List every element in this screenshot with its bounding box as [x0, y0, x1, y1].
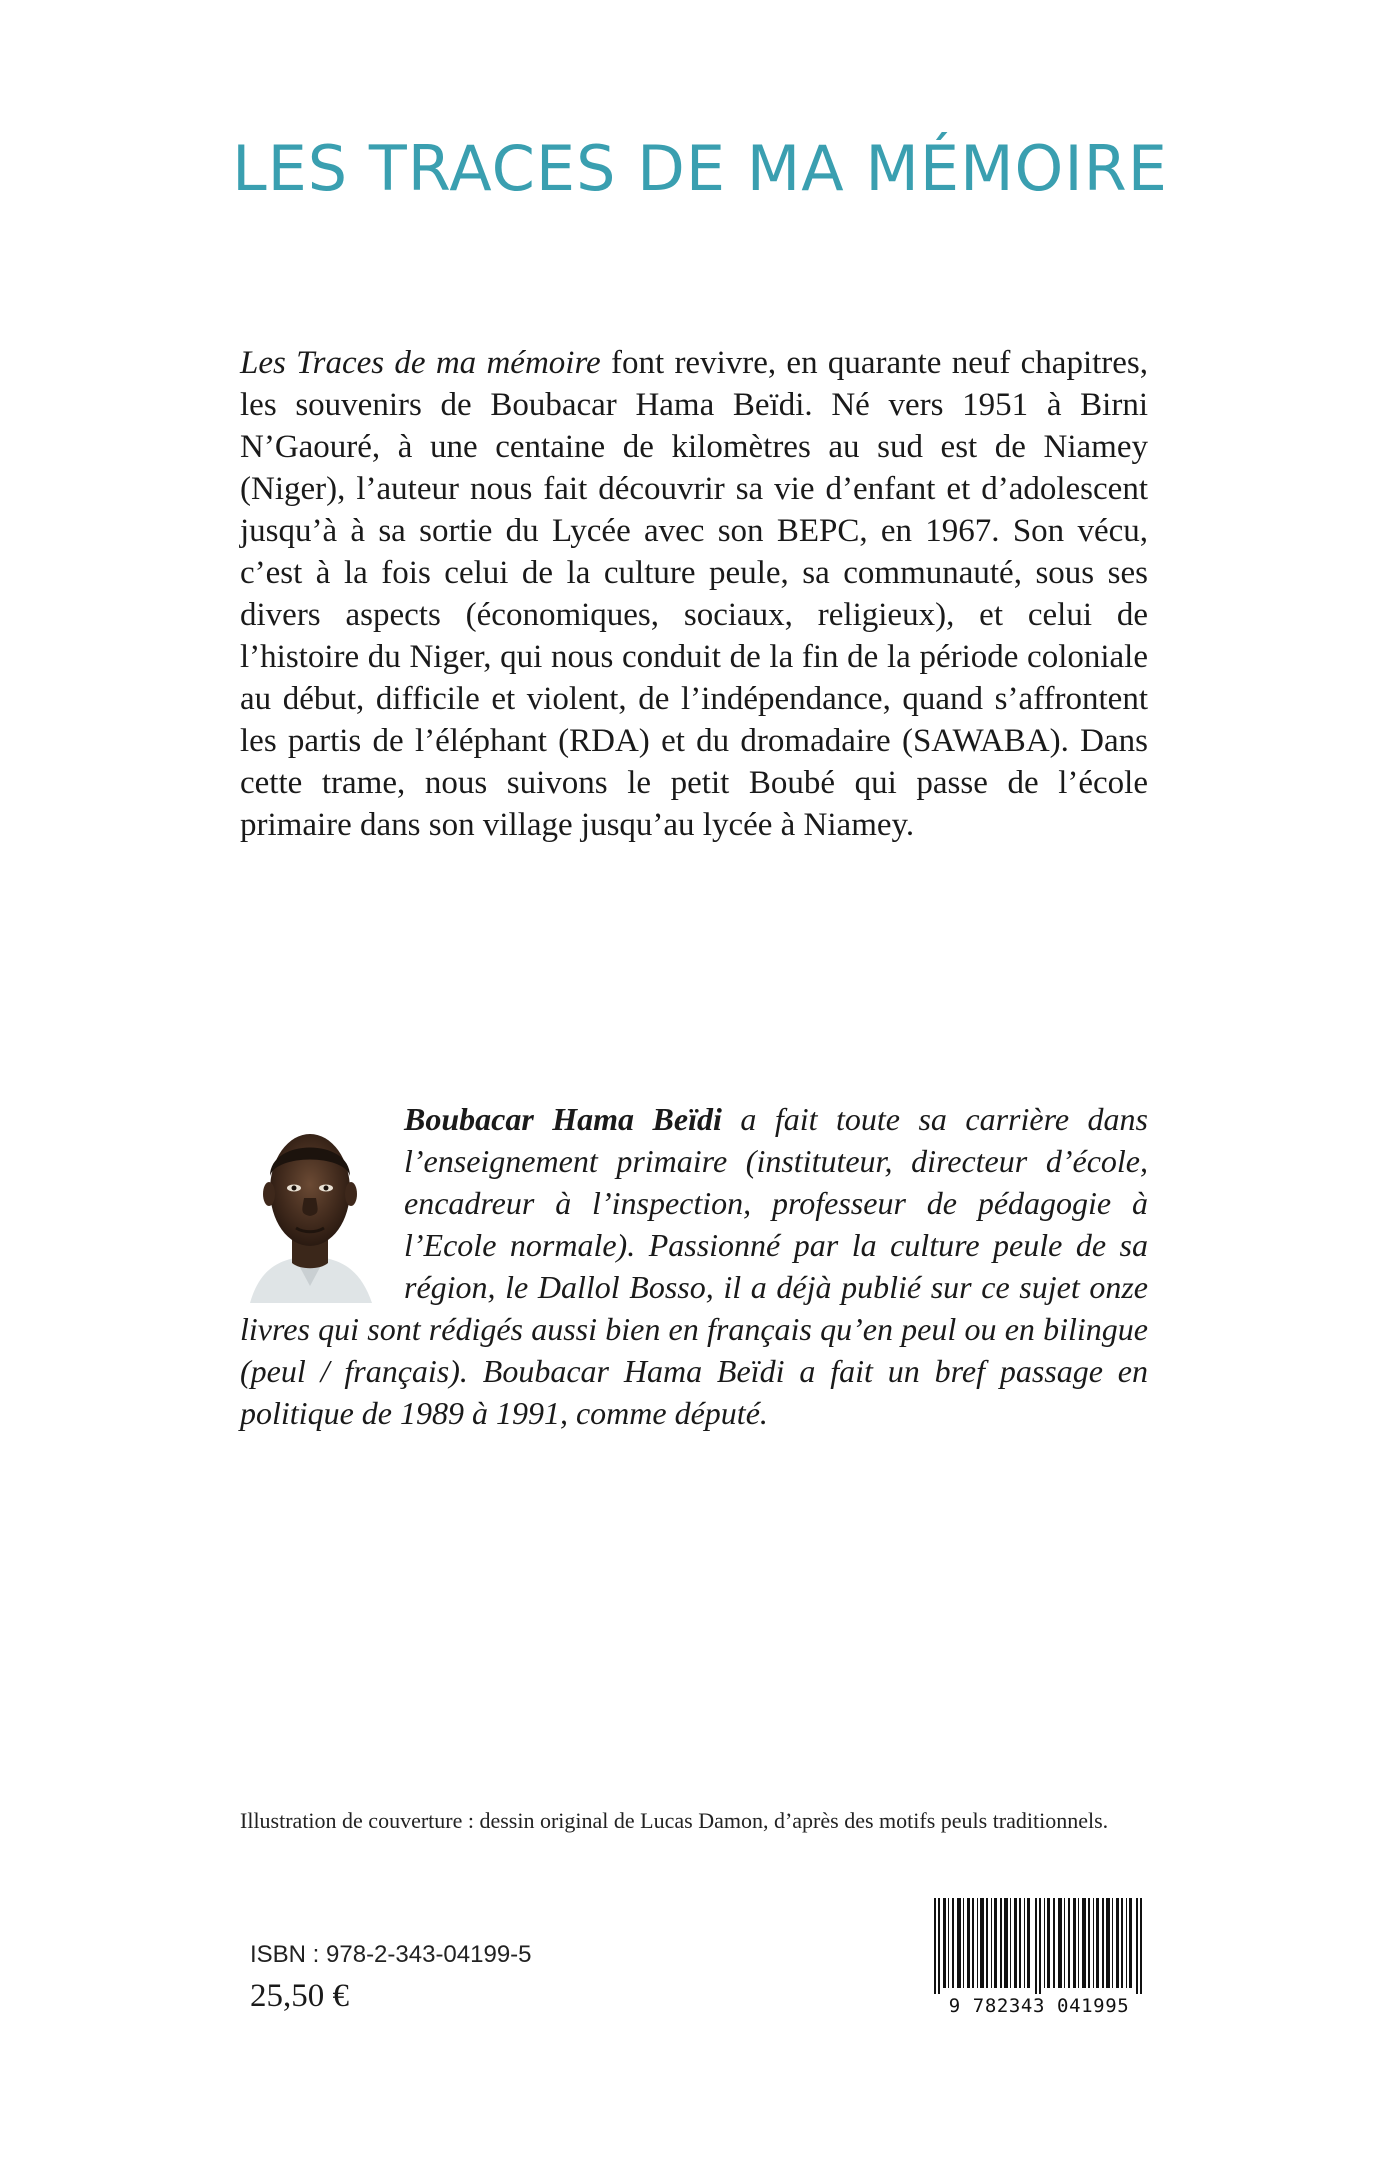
summary-text: font revivre, en quarante neuf chapitres, les souvenirs de Boubacar Hama Beïdi. Né vers 1951 à Birni N’Gaouré, à une centaine de kilomètres au sud est de Niamey (Niger), l’auteur nous fait découvrir sa vie d’enfant et d’adolescent jusqu’à à sa sortie du Lycée avec son BEPC, en 1967. Son vécu, c’est à la fois celui de la culture peule, sa communauté, sous ses divers aspects (économiques, sociaux, religieux), et celui de l’histoire du Niger, qui nous conduit de la fin de la période coloniale au début, difficile et violent, de l’indépendance, quand s’affrontent les partis de l’éléphant (RDA) et du dromadaire (SAWABA). Dans cette trame, nous suivons le petit Boubé qui passe de l’école primaire dans son village jusqu’au lycée à Niamey.	[240, 345, 1149, 843]
price: 25,50 €	[250, 1978, 349, 2014]
summary-title-italic: Les Traces de ma mémoire	[240, 345, 601, 381]
author-name: Boubacar Hama Beïdi	[404, 1101, 722, 1137]
barcode-icon	[934, 1898, 1144, 1994]
author-section	[240, 1098, 1148, 1434]
author-portrait-icon	[240, 1098, 380, 1303]
illustration-credit: Illustration de couverture : dessin original de Lucas Damon, d’après des motifs peuls traditionnels.	[240, 1808, 1109, 1833]
book-summary	[240, 342, 1148, 846]
barcode	[928, 1896, 1150, 2020]
barcode-digits: 9 782343 041995	[948, 1995, 1130, 2017]
book-title: LES TRACES DE MA MÉMOIRE	[232, 132, 1168, 205]
isbn: ISBN : 978-2-343-04199-5	[250, 1941, 532, 1968]
author-bio-text: a fait toute sa carrière dans l’enseignement primaire (instituteur, directeur d’école, encadreur à l’inspection, professeur de pédagogie à l’Ecole normale). Passionné par la culture peule de sa région, le Dallol Bosso, il a déjà publié sur ce sujet onze livres qui sont rédigés aussi bien en français qu’en peul ou en bilingue (peul / français). Boubacar Hama Beïdi a fait un bref passage en politique de 1989 à 1991, comme député.	[240, 1101, 1149, 1431]
